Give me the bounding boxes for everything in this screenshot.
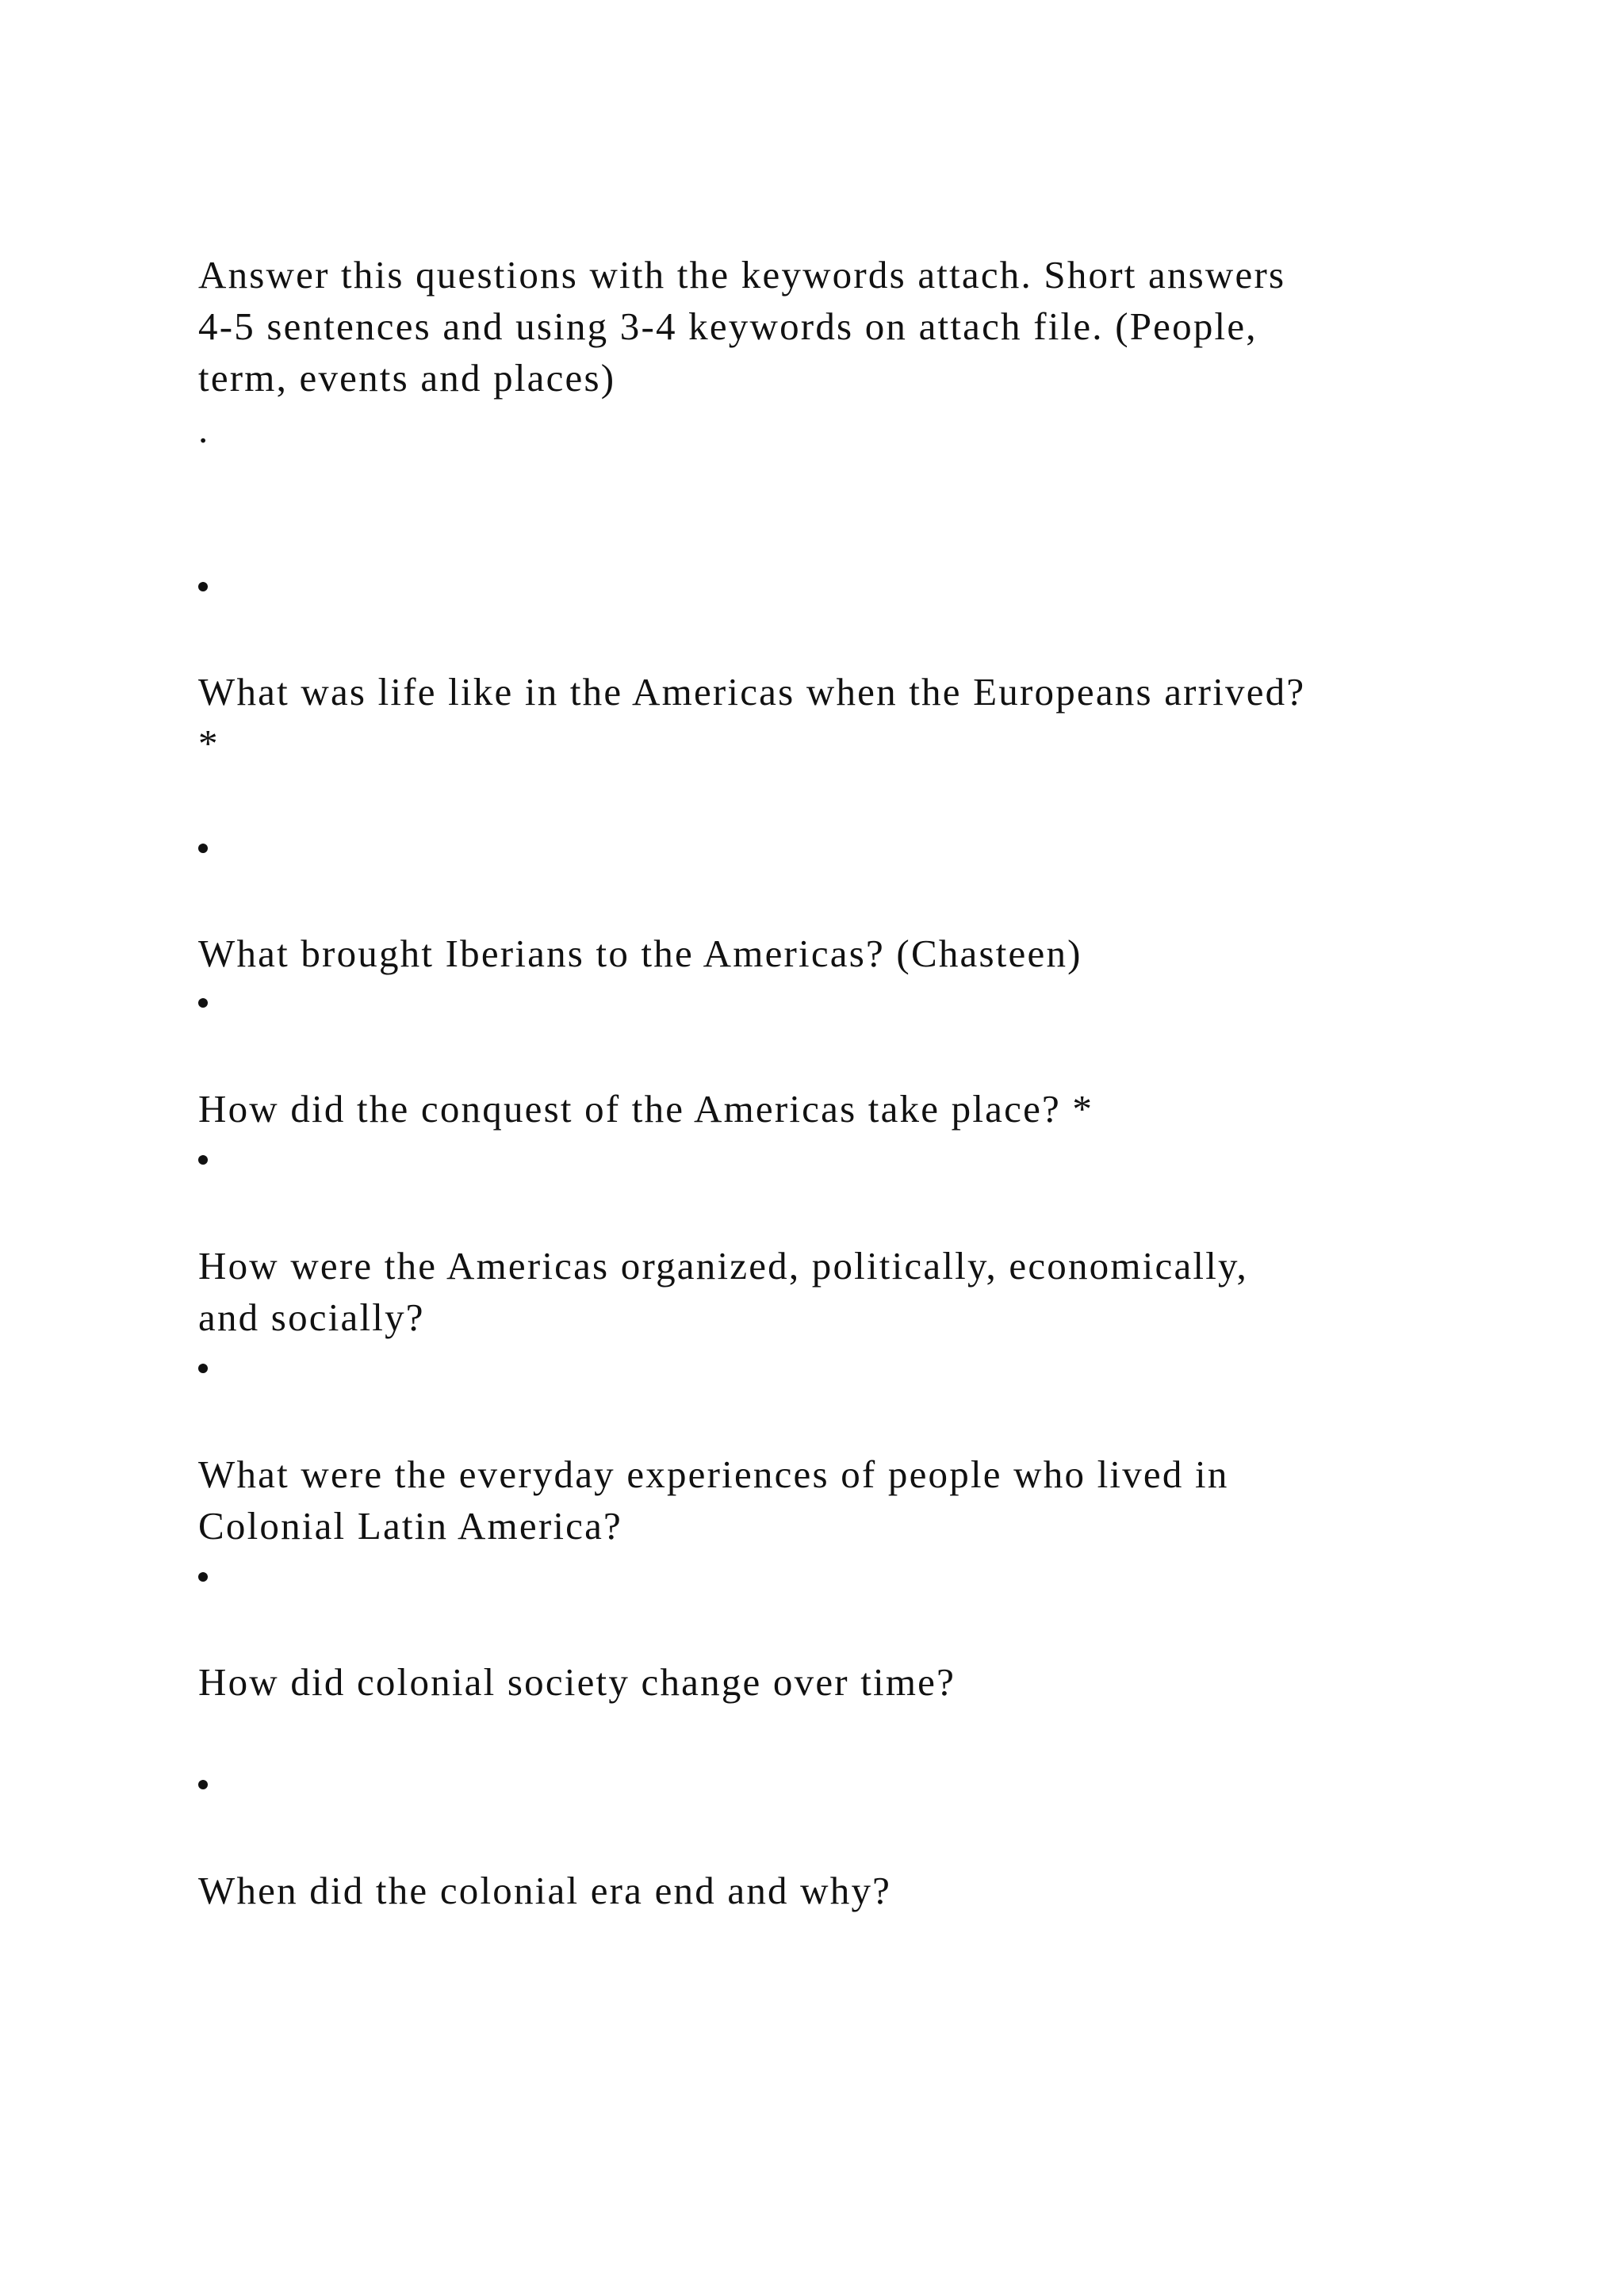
bullet-icon (198, 1155, 208, 1165)
intro-line-1: Answer this questions with the keywords attach. Short answers (198, 253, 1286, 297)
bullet-icon (198, 1572, 208, 1582)
question-5-line-1: What were the everyday experiences of people who lived in (198, 1452, 1229, 1496)
question-6-line-1: How did colonial society change over time? (198, 1660, 956, 1704)
question-2-line-1: What brought Iberians to the Americas? (Chasteen) (198, 932, 1082, 975)
bullet-icon (198, 582, 208, 591)
intro-dot: . (198, 408, 210, 451)
question-7-line-1: When did the colonial era end and why? (198, 1869, 892, 1912)
question-3-line-1: How did the conquest of the Americas take place? * (198, 1087, 1094, 1131)
question-1-line-2: * (198, 721, 220, 765)
intro-line-2: 4-5 sentences and using 3-4 keywords on attach file. (People, (198, 304, 1258, 348)
bullet-icon (198, 998, 208, 1008)
bullet-icon (198, 1780, 208, 1789)
question-4-line-2: and socially? (198, 1295, 425, 1339)
bullet-icon (198, 1364, 208, 1373)
question-1-line-1: What was life like in the Americas when the Europeans arrived? (198, 670, 1306, 714)
question-5-line-2: Colonial Latin America? (198, 1504, 623, 1548)
intro-line-3: term, events and places) (198, 356, 616, 400)
question-4-line-1: How were the Americas organized, politically, economically, (198, 1244, 1248, 1288)
bullet-icon (198, 844, 208, 853)
